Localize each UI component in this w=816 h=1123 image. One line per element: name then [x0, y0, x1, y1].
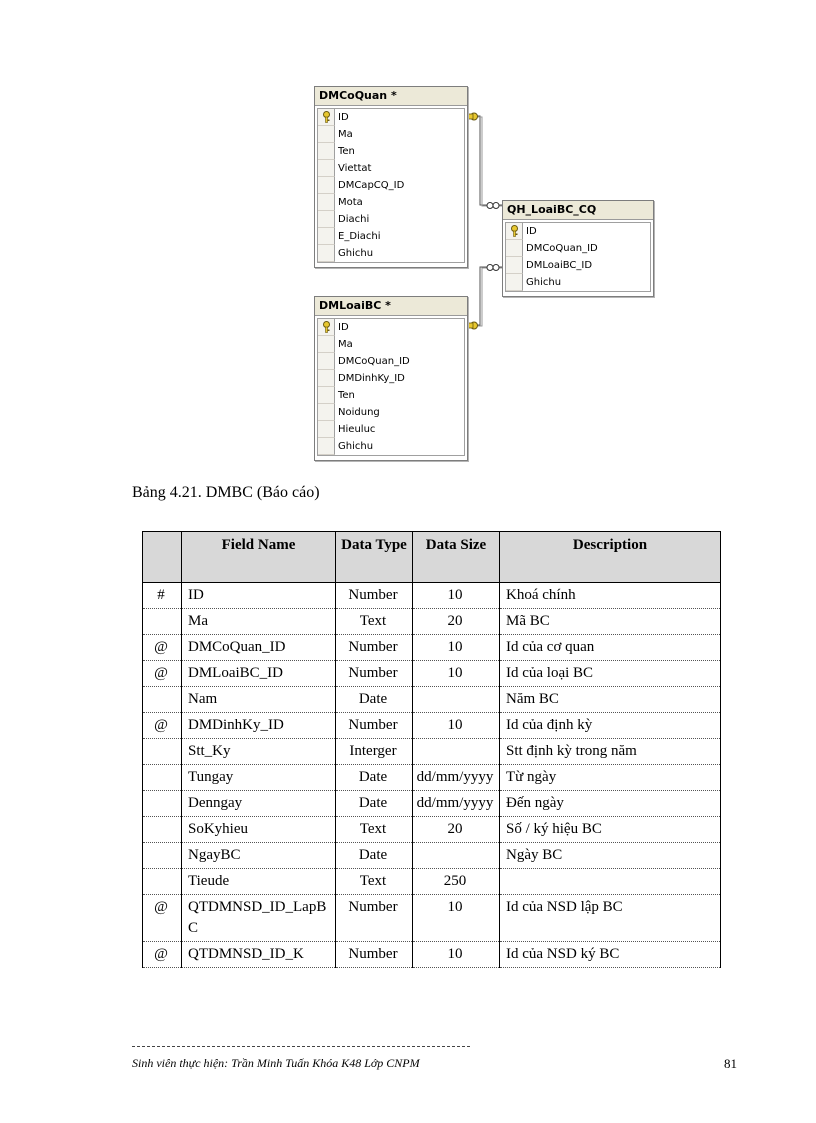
field-name-cell: Tieude: [182, 869, 336, 895]
column-name: ID: [338, 322, 349, 333]
entity-title: DMLoaiBC *: [315, 297, 467, 316]
column-name: DMCapCQ_ID: [338, 180, 405, 191]
column-name: Hieuluc: [338, 424, 376, 435]
row-marker: [143, 869, 182, 895]
data-size-cell: 10: [413, 942, 500, 968]
description-cell: Id của loại BC: [500, 661, 721, 687]
row-marker: @: [143, 661, 182, 687]
field-name-cell: Tungay: [182, 765, 336, 791]
column-row[interactable]: [318, 160, 464, 177]
column-row[interactable]: [506, 257, 650, 274]
column-name: Noidung: [338, 407, 380, 418]
column-name: Ma: [338, 129, 353, 140]
column-row[interactable]: [318, 319, 464, 336]
table-row: [143, 609, 721, 635]
footer-divider: [132, 1046, 470, 1047]
column-row[interactable]: [318, 438, 464, 455]
header-marker: [143, 532, 182, 583]
column-name: Mota: [338, 197, 363, 208]
field-name-cell: NgayBC: [182, 843, 336, 869]
table-row: [143, 635, 721, 661]
data-type-cell: Number: [336, 635, 413, 661]
table-row: [143, 713, 721, 739]
data-type-cell: Number: [336, 583, 413, 609]
column-row[interactable]: [318, 336, 464, 353]
column-name: ID: [526, 226, 537, 237]
column-name: Ghichu: [338, 441, 374, 452]
table-row: [143, 791, 721, 817]
data-size-cell: [413, 843, 500, 869]
row-marker: [143, 609, 182, 635]
column-row[interactable]: [318, 228, 464, 245]
description-cell: [500, 869, 721, 895]
primary-key-icon: [318, 319, 335, 336]
description-cell: Số / ký hiệu BC: [500, 817, 721, 843]
field-name-cell: Ma: [182, 609, 336, 635]
data-type-cell: Text: [336, 817, 413, 843]
row-marker: [143, 817, 182, 843]
column-row[interactable]: [318, 245, 464, 262]
header-description: Description: [500, 532, 721, 583]
primary-key-icon: [318, 109, 335, 126]
field-name-cell: QTDMNSD_ID_K: [182, 942, 336, 968]
data-size-cell: 10: [413, 661, 500, 687]
field-table: [142, 531, 721, 968]
table-row: [143, 739, 721, 765]
field-name-cell: Stt_Ky: [182, 739, 336, 765]
column-row[interactable]: [318, 387, 464, 404]
description-cell: Đến ngày: [500, 791, 721, 817]
column-row[interactable]: [318, 211, 464, 228]
row-marker: @: [143, 895, 182, 942]
field-name-cell: Denngay: [182, 791, 336, 817]
column-row[interactable]: [506, 240, 650, 257]
column-row[interactable]: [318, 109, 464, 126]
data-size-cell: 10: [413, 635, 500, 661]
relationship-loaibc-loaibc-cq: [466, 265, 502, 330]
row-marker: [143, 843, 182, 869]
data-type-cell: Number: [336, 942, 413, 968]
data-size-cell: 20: [413, 609, 500, 635]
page-number: 81: [724, 1056, 737, 1071]
footer-text: Sinh viên thực hiện: Trần Minh Tuấn Khóa K48 Lớp CNPM: [132, 1056, 420, 1070]
column-name: E_Diachi: [338, 231, 381, 242]
field-name-cell: DMLoaiBC_ID: [182, 661, 336, 687]
field-name-cell: QTDMNSD_ID_LapBC: [182, 895, 336, 942]
table-header-row: [143, 532, 721, 583]
field-name-cell: DMDinhKy_ID: [182, 713, 336, 739]
column-name: DMDinhKy_ID: [338, 373, 405, 384]
row-marker: [143, 791, 182, 817]
column-row[interactable]: [318, 404, 464, 421]
header-data-size: Data Size: [413, 532, 500, 583]
data-size-cell: 10: [413, 895, 500, 942]
entity-dmloaibc[interactable]: [314, 296, 468, 461]
column-name: Ghichu: [338, 248, 374, 259]
column-row[interactable]: [318, 370, 464, 387]
column-row[interactable]: [318, 126, 464, 143]
er-diagram: [0, 0, 816, 470]
description-cell: Id của cơ quan: [500, 635, 721, 661]
data-type-cell: Number: [336, 895, 413, 942]
row-marker: [143, 765, 182, 791]
data-size-cell: 250: [413, 869, 500, 895]
column-name: Viettat: [338, 163, 372, 174]
field-name-cell: Nam: [182, 687, 336, 713]
column-row[interactable]: [506, 223, 650, 240]
description-cell: Stt định kỳ trong năm: [500, 739, 721, 765]
data-type-cell: Number: [336, 661, 413, 687]
row-marker: @: [143, 942, 182, 968]
column-name: Ten: [338, 146, 355, 157]
table-caption: Bảng 4.21. DMBC (Báo cáo): [132, 484, 320, 501]
table-row: [143, 843, 721, 869]
table-row: [143, 661, 721, 687]
column-name: DMCoQuan_ID: [338, 356, 410, 367]
data-type-cell: Interger: [336, 739, 413, 765]
row-marker: @: [143, 713, 182, 739]
table-row: [143, 895, 721, 942]
table-row: [143, 687, 721, 713]
data-type-cell: Text: [336, 609, 413, 635]
data-type-cell: Date: [336, 687, 413, 713]
description-cell: Id của định kỳ: [500, 713, 721, 739]
primary-key-icon: [506, 223, 523, 240]
relationship-coquan-loaibc-cq: [466, 113, 502, 209]
column-name: Diachi: [338, 214, 370, 225]
column-name: ID: [338, 112, 349, 123]
field-name-cell: DMCoQuan_ID: [182, 635, 336, 661]
entity-title: QH_LoaiBC_CQ: [503, 201, 653, 220]
column-row[interactable]: [318, 143, 464, 160]
description-cell: Id của NSD lập BC: [500, 895, 721, 942]
table-row: [143, 869, 721, 895]
data-type-cell: Date: [336, 765, 413, 791]
table-row: [143, 817, 721, 843]
entity-columns: [505, 222, 651, 292]
row-marker: @: [143, 635, 182, 661]
description-cell: Id của NSD ký BC: [500, 942, 721, 968]
data-size-cell: [413, 687, 500, 713]
entity-title: DMCoQuan *: [315, 87, 467, 106]
data-size-cell: 10: [413, 583, 500, 609]
column-row[interactable]: [318, 177, 464, 194]
column-row[interactable]: [506, 274, 650, 291]
infinity-endpoint-icon: [487, 265, 493, 271]
column-name: Ma: [338, 339, 353, 350]
entity-qh-loaibc-cq[interactable]: [502, 200, 654, 297]
data-size-cell: 10: [413, 713, 500, 739]
row-marker: [143, 687, 182, 713]
column-name: DMCoQuan_ID: [526, 243, 598, 254]
entity-dmcoquan[interactable]: [314, 86, 468, 268]
description-cell: Mã BC: [500, 609, 721, 635]
field-name-cell: ID: [182, 583, 336, 609]
data-size-cell: dd/mm/yyyy: [413, 791, 500, 817]
description-cell: Khoá chính: [500, 583, 721, 609]
infinity-endpoint-icon: [487, 203, 493, 209]
entity-columns: [317, 108, 465, 263]
data-size-cell: dd/mm/yyyy: [413, 765, 500, 791]
table-row: [143, 942, 721, 968]
column-row[interactable]: [318, 421, 464, 438]
entity-columns: [317, 318, 465, 456]
data-type-cell: Date: [336, 791, 413, 817]
row-marker: #: [143, 583, 182, 609]
column-name: Ten: [338, 390, 355, 401]
header-field-name: Field Name: [182, 532, 336, 583]
data-size-cell: [413, 739, 500, 765]
column-name: Ghichu: [526, 277, 562, 288]
description-cell: Từ ngày: [500, 765, 721, 791]
description-cell: Ngày BC: [500, 843, 721, 869]
column-row[interactable]: [318, 194, 464, 211]
description-cell: Năm BC: [500, 687, 721, 713]
field-name-cell: SoKyhieu: [182, 817, 336, 843]
row-marker: [143, 739, 182, 765]
data-size-cell: 20: [413, 817, 500, 843]
table-row: [143, 583, 721, 609]
header-data-type: Data Type: [336, 532, 413, 583]
column-row[interactable]: [318, 353, 464, 370]
data-type-cell: Date: [336, 843, 413, 869]
data-type-cell: Text: [336, 869, 413, 895]
table-row: [143, 765, 721, 791]
column-name: DMLoaiBC_ID: [526, 260, 593, 271]
data-type-cell: Number: [336, 713, 413, 739]
